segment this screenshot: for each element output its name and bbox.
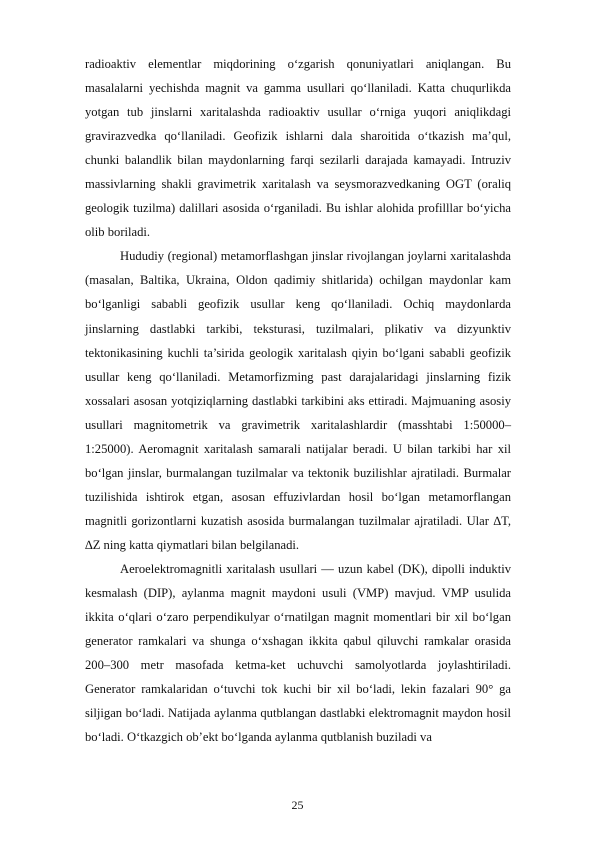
paragraph-aeroelectromagnetic-mapping: Aeroelektromagnitli xaritalash usullari — uzun kabel (DK), dipolli induktiv kesmalash (DIP), aylanma magnit maydoni usuli (VMP) mavjud. VMP usulida ikkita o‘qlari o‘zaro perpendikulyar o‘rnatilgan magnit momentlari bir xil bo‘lgan generator ramkalari va shunga o‘xshagan ikkita qabul qiluvchi ramkalar orasida 200–300 metr masofada ketma-ket uchuvchi samolyotlarda joylashtiriladi. Generator ramkalaridan o‘tuvchi tok kuchi bir xil bo‘ladi, lekin fazalari 90° ga siljigan bo‘ladi. Natijada aylanma qutblangan dastlabki elektromagnit maydon hosil bo‘ladi. O‘tkazgich ob’ekt bo‘lganda aylanma qutblanish buziladi va xyxy=(85,561,511,745)
paragraph-radioactive-methods: radioaktiv elementlar miqdorining o‘zgarish qonuniyatlari aniqlangan. Bu masalalarni yechishda magnit va gamma usullari qo‘llaniladi. Katta chuqurlikda yotgan tub jinslarni xaritalashda radioaktiv usullar o‘rniga yuqori aniqlikdagi gravirazvedka qo‘llaniladi. Geofizik ishlarni dala sharoitida o‘tkazish ma’qul, chunki balandlik bilan maydonlarning farqi sezilarli darajada kamayadi. Intruziv massivlarning shakli gravimetrik xaritalash va seysmorazvedkaning OGT (oraliq geologik tuzilma) dalillari asosida o‘rganiladi. Bu ishlar alohida profilllar bo‘yicha olib boriladi. xyxy=(85,57,511,240)
page-number: 25 xyxy=(291,798,304,812)
body-text xyxy=(85,52,511,749)
paragraph-regional-metamorphic-mapping: Hududiy (regional) metamorflashgan jinslar rivojlangan joylarni xaritalashda (masalan, Baltika, Ukraina, Oldon qadimiy shitlarida) ochilgan maydonlar kam bo‘lganligi sababli geofizik usullar keng qo‘llaniladi. Ochiq maydonlarda jinslarning dastlabki tarkibi, teksturasi, tuzilmalari, plikativ va dizyunktiv tektonikasining kuchli ta’sirida geologik xaritalash qiyin bo‘lgani sababli geofizik usullar keng qo‘llaniladi. Metamorfizming past darajalaridagi jinslarning fizik xossalari asosan yotqiziqlarning dastlabki tarkibini aks ettiradi. Majmuaning asosiy usullari magnitometrik va gravimetrik xaritalashlardir (masshtabi 1:50000–1:25000). Aeromagnit xaritalash samarali natijalar beradi. U bilan tarkibi har xil bo‘lgan jinslar, burmalangan tuzilmalar va tektonik buzilishlar ajratiladi. Burmalar tuzilishida ishtirok etgan, asosan effuzivlardan hosil bo‘lgan metamorflangan magnitli gorizontlarni kuzatish asosida burmalangan tuzilmalar ajratiladi. Ular ∆T, ∆Z ning katta qiymatlari bilan belgilanadi. xyxy=(85,249,511,552)
